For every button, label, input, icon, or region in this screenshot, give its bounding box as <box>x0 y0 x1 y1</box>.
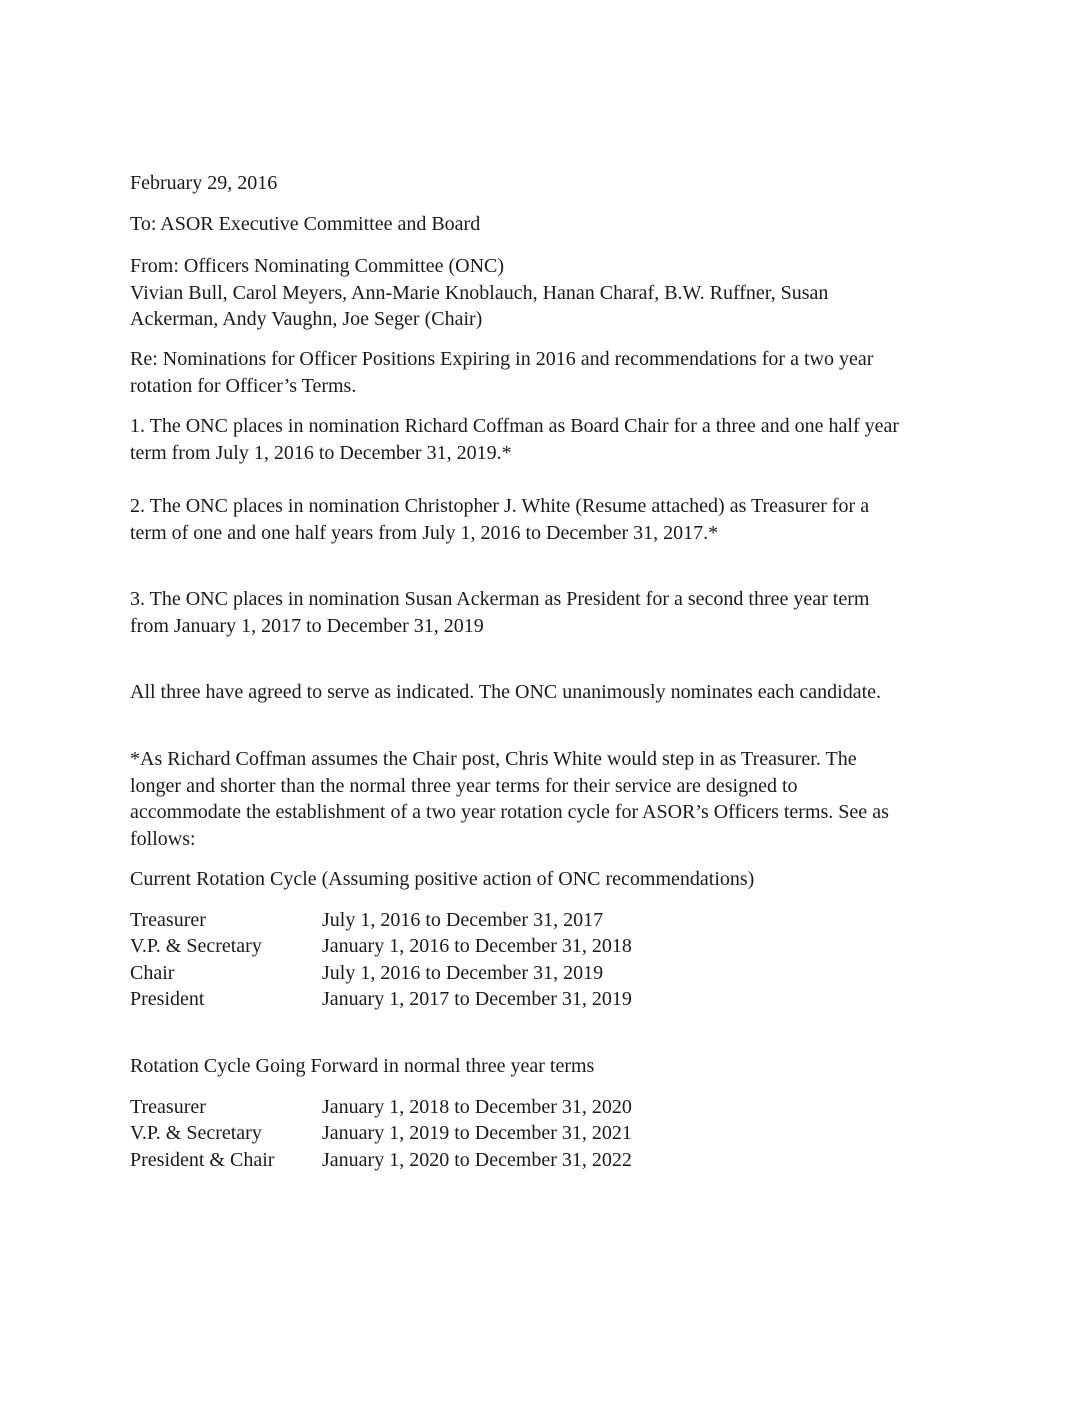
officer-role: V.P. & Secretary <box>130 935 262 957</box>
footnote-line: follows: <box>130 828 196 850</box>
officer-term: January 1, 2016 to December 31, 2018 <box>322 935 632 957</box>
footnote-line: longer and shorter than the normal three year terms for their service are designed to <box>130 775 798 797</box>
nomination-item-2-line: term of one and one half years from July 1, 2016 to December 31, 2017.* <box>130 522 719 544</box>
memo-from: From: Officers Nominating Committee (ONC) <box>130 255 505 277</box>
footnote-line: accommodate the establishment of a two year rotation cycle for ASOR’s Officers terms. See as <box>130 801 889 823</box>
officer-term: January 1, 2017 to December 31, 2019 <box>322 988 632 1010</box>
footnote-line: *As Richard Coffman assumes the Chair post, Chris White would step in as Treasurer. The <box>130 748 857 770</box>
officer-term: July 1, 2016 to December 31, 2017 <box>322 909 604 931</box>
officer-role: President <box>130 988 205 1010</box>
memo-to: To: ASOR Executive Committee and Board <box>130 213 481 235</box>
officer-role: Chair <box>130 962 175 984</box>
nomination-item-1-line: 1. The ONC places in nomination Richard Coffman as Board Chair for a three and one half year <box>130 415 900 437</box>
officer-role: V.P. & Secretary <box>130 1122 262 1144</box>
nomination-item-3-line: from January 1, 2017 to December 31, 2019 <box>130 615 484 637</box>
officer-term: January 1, 2020 to December 31, 2022 <box>322 1149 632 1171</box>
officer-term: January 1, 2018 to December 31, 2020 <box>322 1096 632 1118</box>
officer-role: Treasurer <box>130 1096 206 1118</box>
officer-term: July 1, 2016 to December 31, 2019 <box>322 962 604 984</box>
memo-subject-line: Re: Nominations for Officer Positions Expiring in 2016 and recommendations for a two year <box>130 348 874 370</box>
forward-cycle-heading: Rotation Cycle Going Forward in normal three year terms <box>130 1055 595 1077</box>
committee-members-line: Vivian Bull, Carol Meyers, Ann-Marie Knoblauch, Hanan Charaf, B.W. Ruffner, Susan <box>130 282 829 304</box>
memo-date: February 29, 2016 <box>130 172 278 194</box>
committee-members-line: Ackerman, Andy Vaughn, Joe Seger (Chair) <box>130 308 483 330</box>
nomination-item-1-line: term from July 1, 2016 to December 31, 2019.* <box>130 442 512 464</box>
officer-role: President & Chair <box>130 1149 275 1171</box>
agreement-statement: All three have agreed to serve as indicated. The ONC unanimously nominates each candidate. <box>130 681 882 703</box>
nomination-item-2-line: 2. The ONC places in nomination Christopher J. White (Resume attached) as Treasurer for a <box>130 495 870 517</box>
nomination-item-3-line: 3. The ONC places in nomination Susan Ackerman as President for a second three year term <box>130 588 870 610</box>
officer-role: Treasurer <box>130 909 206 931</box>
current-cycle-heading: Current Rotation Cycle (Assuming positive action of ONC recommendations) <box>130 868 755 890</box>
memo-subject-line: rotation for Officer’s Terms. <box>130 375 357 397</box>
officer-term: January 1, 2019 to December 31, 2021 <box>322 1122 632 1144</box>
